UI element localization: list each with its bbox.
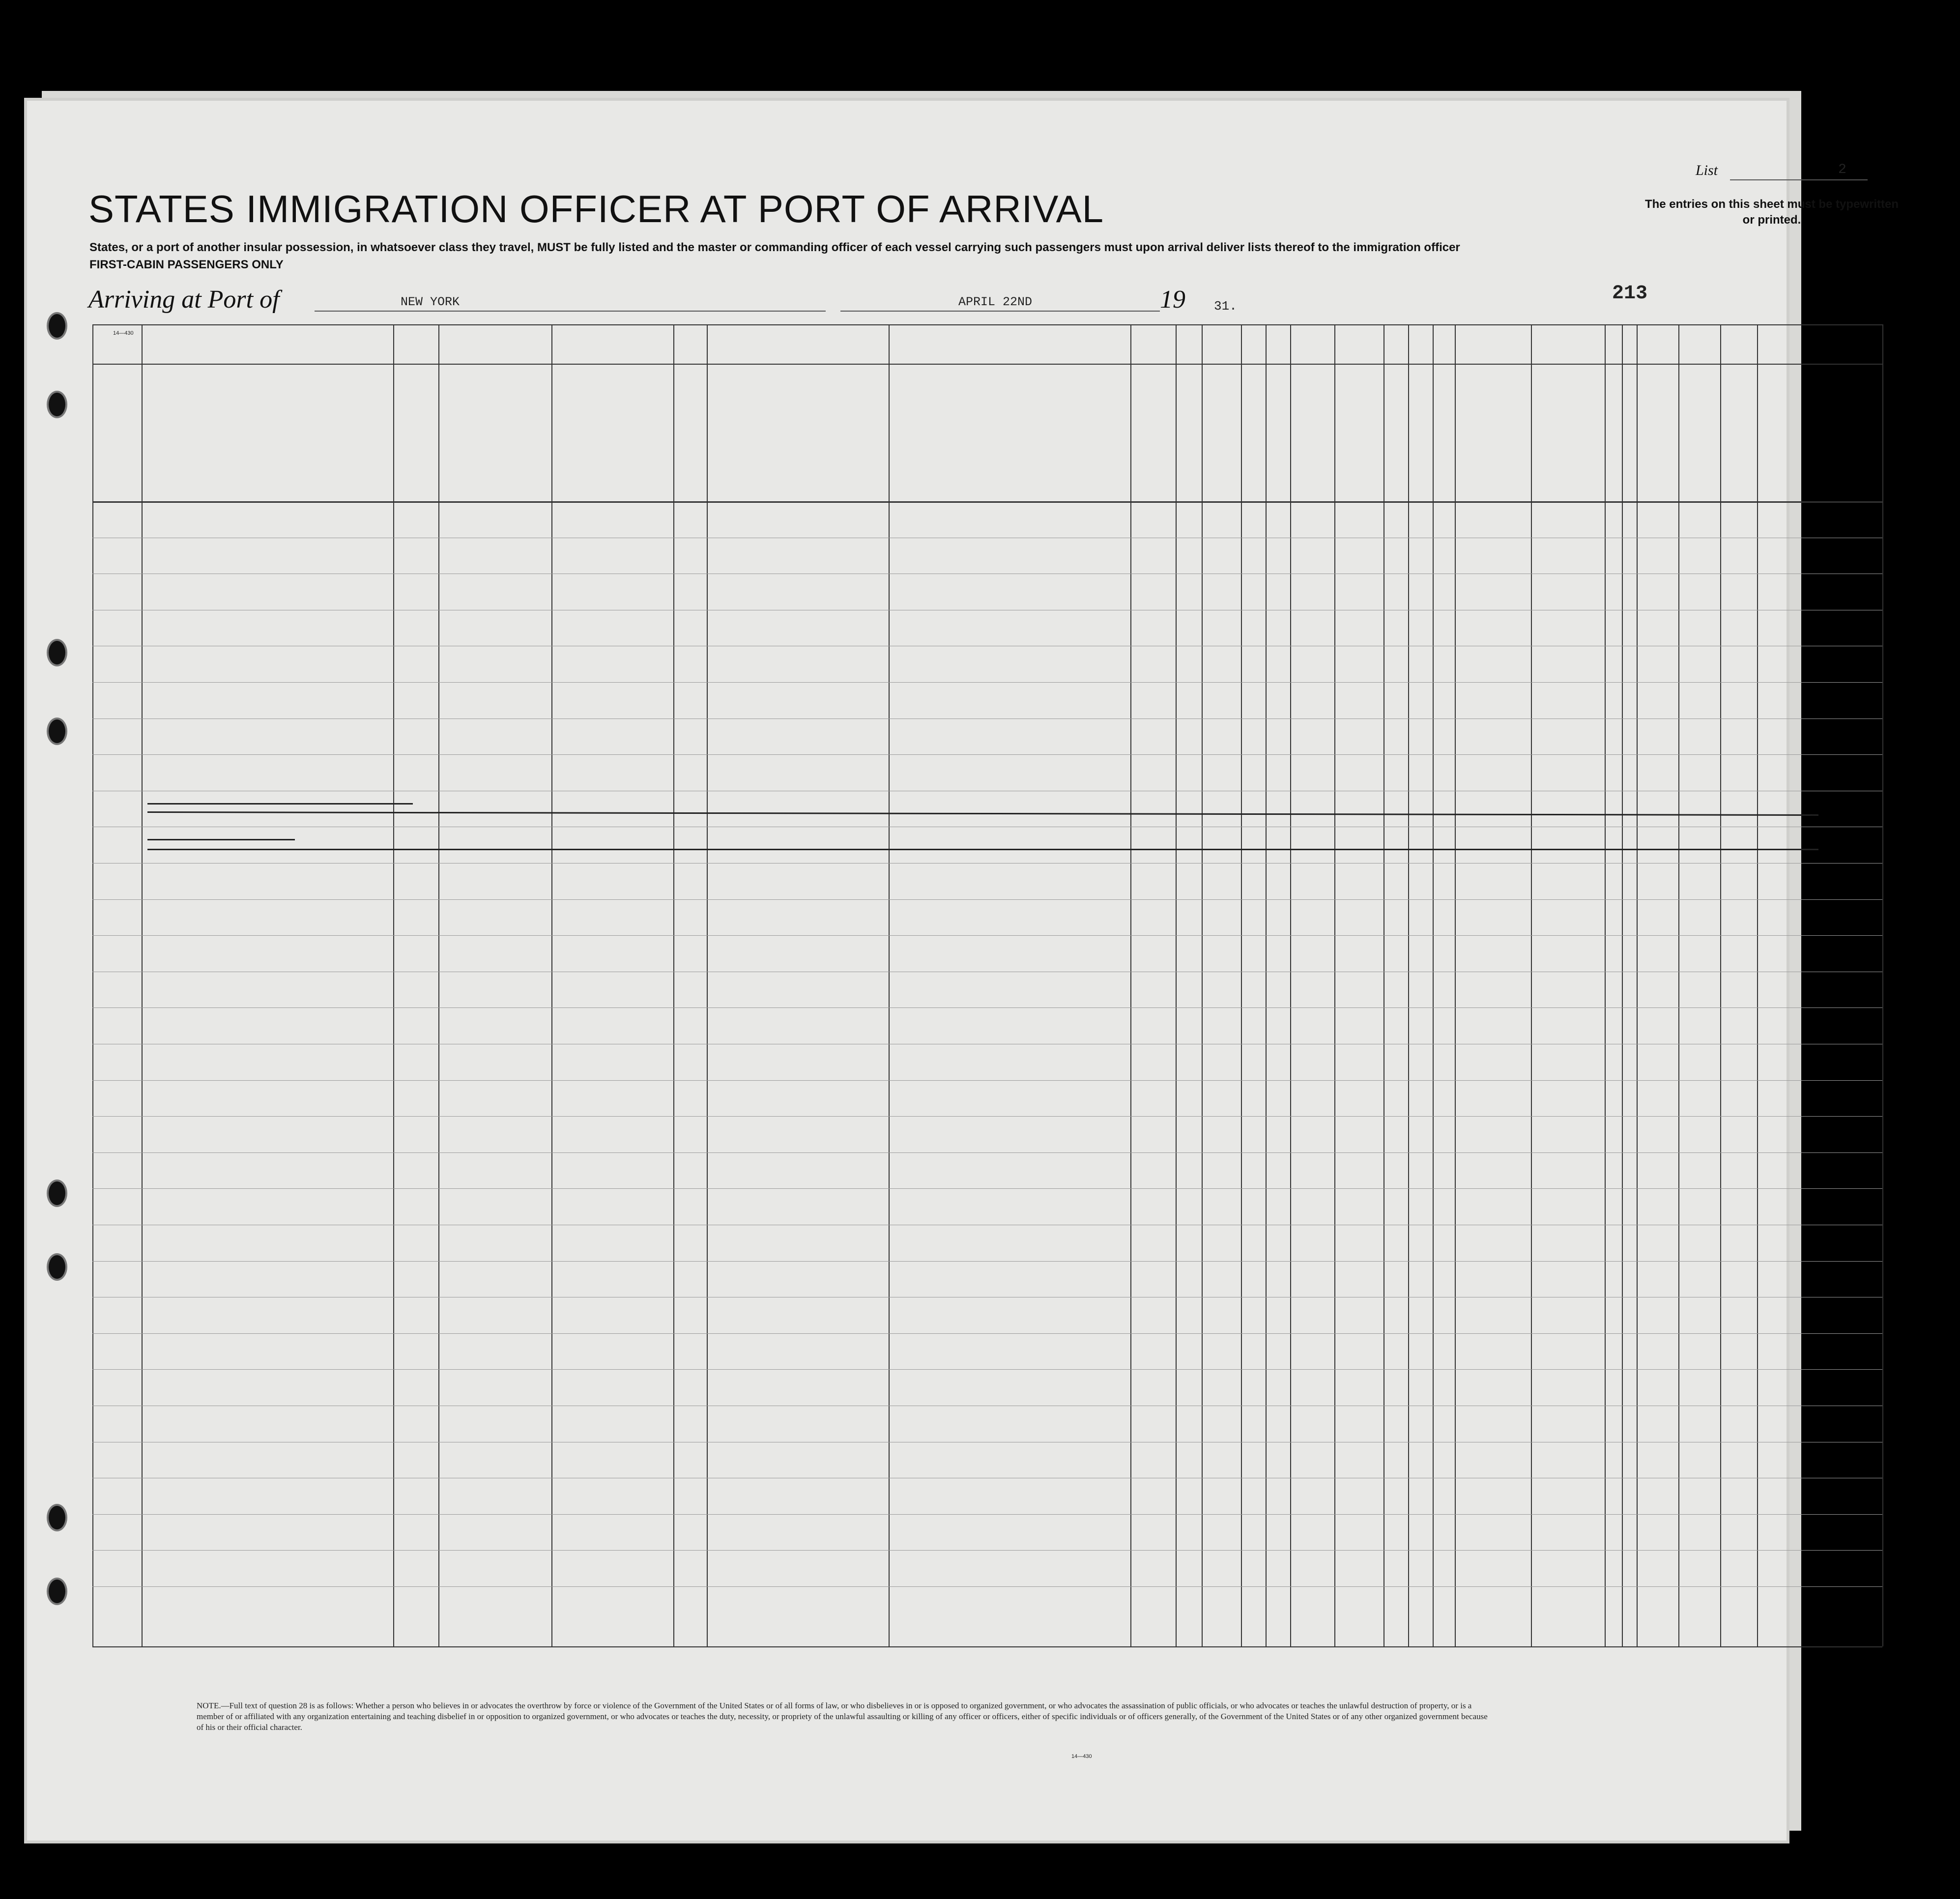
row-rule (92, 1333, 1882, 1334)
row-rule (92, 1514, 1882, 1515)
column-rule (1757, 324, 1758, 1646)
column-rule (551, 324, 552, 1646)
form-code-top: 14—430 (113, 330, 134, 336)
column-rule (673, 324, 674, 1646)
row-rule (92, 899, 1882, 900)
column-rule (1334, 324, 1335, 1646)
row-rule (92, 1261, 1882, 1262)
list-number: 2 (1838, 162, 1846, 177)
table-top-rule (92, 324, 1882, 325)
footnote: NOTE.—Full text of question 28 is as follows: Whether a person who believes in or advocates the overthrow by force or violence of the Government of the United States or of all forms of law, or who disbelieves in or is opposed to organized government, or who advocates the assassination of public officials, or who advocates or teaches the unlawful destruction of property, or is a member of or affiliated with any organization entertaining and teaching disbelief in or opposition to organized government, or who advocates or teaches the duty, necessity, or propriety of the unlawful assaulting or killing of any officer or officers, either of specific individuals or of officers generally, of the Government of the United States or of any other organized government because of his or their official character. (197, 1701, 1488, 1732)
column-rule (1678, 324, 1679, 1646)
row-rule (92, 1080, 1882, 1081)
port-of-arrival: NEW YORK (401, 295, 460, 309)
typewritten-notice: The entries on this sheet must be typewritten or printed. (1644, 198, 1899, 227)
row-rule (92, 1007, 1882, 1008)
column-rule (1202, 324, 1203, 1646)
arrival-year: 31. (1214, 299, 1237, 314)
row-rule (92, 935, 1882, 936)
row-rule (92, 1586, 1882, 1587)
column-rule (1637, 324, 1638, 1646)
column-rule (1720, 324, 1721, 1646)
column-rule (1622, 324, 1623, 1646)
column-rule (1605, 324, 1606, 1646)
form-title: STATES IMMIGRATION OFFICER AT PORT OF ARRIVAL (88, 187, 1104, 230)
column-rule (1176, 324, 1177, 1646)
form-subtitle: States, or a port of another insular possession, in whatsoever class they travel, MUST be fully listed and the master or commanding officer of each vessel carrying such passengers must upon arrival deliver lists thereof to the immigration officer (89, 241, 1460, 254)
column-rule (1531, 324, 1532, 1646)
column-rule (393, 324, 394, 1646)
class-line: FIRST-CABIN PASSENGERS ONLY (89, 258, 284, 271)
strike-row-9b (147, 803, 413, 805)
row-rule (92, 754, 1882, 755)
column-rule (1130, 324, 1131, 1646)
column-rule (92, 324, 93, 1646)
table-bottom-rule (92, 1646, 1882, 1647)
column-rule (1433, 324, 1434, 1646)
sheet-number: 213 (1612, 283, 1648, 305)
arriving-label: Arriving at Port of (88, 286, 280, 314)
arrival-date: APRIL 22ND (958, 295, 1033, 309)
column-rule (438, 324, 439, 1646)
table-header-rule (92, 501, 1882, 503)
row-rule (92, 1152, 1882, 1153)
row-rule (92, 1116, 1882, 1117)
strike-row-10 (147, 849, 1818, 850)
row-rule (92, 1188, 1882, 1189)
column-rule (1290, 324, 1291, 1646)
column-rule (1241, 324, 1242, 1646)
row-rule (92, 1550, 1882, 1551)
column-rule (1266, 324, 1267, 1646)
table-colnum-rule (92, 364, 1882, 365)
year-prefix: 19 (1160, 286, 1185, 314)
column-rule (142, 324, 143, 1646)
column-rule (707, 324, 708, 1646)
column-rule (889, 324, 890, 1646)
row-rule (92, 1369, 1882, 1370)
row-rule (92, 682, 1882, 683)
strike-row-10b (147, 839, 295, 840)
list-label: List (1696, 162, 1718, 178)
form-code-bottom: 14—430 (1071, 1754, 1092, 1759)
strike-row-9 (147, 811, 1818, 816)
column-rule (1882, 324, 1883, 1646)
column-rule (1408, 324, 1409, 1646)
column-rule (1455, 324, 1456, 1646)
